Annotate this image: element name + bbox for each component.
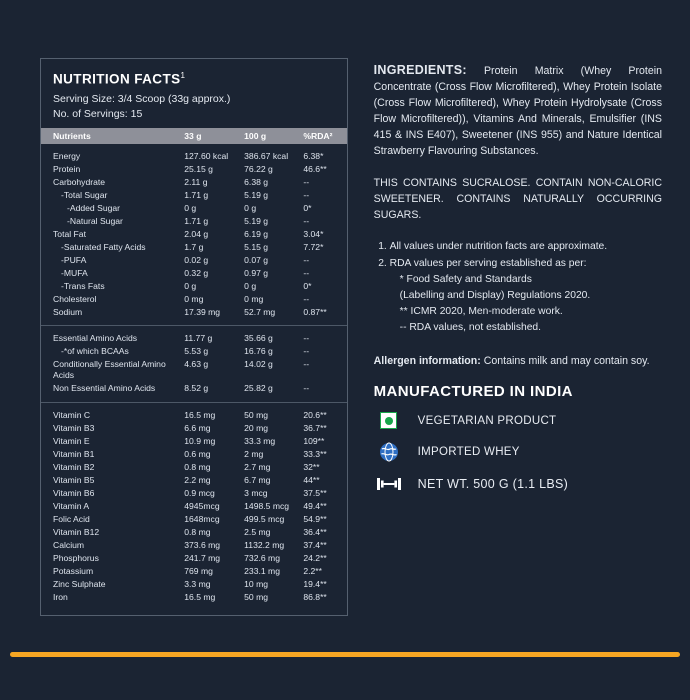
row-33g: 16.5 mg (184, 409, 216, 420)
nutrition-table (41, 128, 347, 604)
row-33g: 3.3 mg (184, 578, 211, 589)
ingredients-text: Protein Matrix (Whey Protein Concentrate (Cross Flow Microfiltered), Whey Protein Isolate (Cross Flow Microfiltered), Whey Protein Hydrolysate (Cross Flow Microfiltered)), Vitamins And Minerals, Emulsifier (INS 415 & INS E407), Sweetener (INS 955) and Nature Identical Strawberry Flavouring Substances. (373, 65, 662, 157)
table-row (41, 591, 347, 604)
row-33g: 4.63 g (184, 359, 209, 369)
table-row (41, 241, 347, 254)
table-row (41, 267, 347, 280)
row-33g: 8.52 g (184, 383, 209, 393)
row-rda: 0* (303, 280, 312, 291)
nutrition-table-body (41, 144, 347, 604)
row-33g: 0.8 mg (184, 526, 211, 537)
row-100g: 20 mg (244, 422, 269, 433)
row-rda: 49.4** (303, 500, 327, 511)
row-label: Conditionally Essential Amino Acids (53, 359, 166, 380)
row-label: Zinc Sulphate (53, 578, 106, 589)
row-100g: 5.15 g (244, 241, 269, 252)
allergen-information (374, 353, 662, 369)
contains-statement: THIS CONTAINS SUCRALOSE. CONTAIN NON-CALORIC SWEETENER. CONTAINS NATURALLY OCCURRING SUGARS. (373, 177, 662, 221)
row-100g: 6.7 mg (244, 474, 271, 485)
table-row (41, 513, 347, 526)
table-row (41, 306, 347, 319)
spacer (374, 337, 662, 353)
row-label: -Saturated Fatty Acids (61, 241, 146, 252)
footnotes-list (374, 239, 662, 336)
row-label: Phosphorus (53, 552, 99, 563)
row-100g: 6.19 g (244, 228, 269, 239)
table-row (41, 189, 347, 202)
row-rda: 44** (303, 474, 320, 485)
row-label: Vitamin B12 (53, 526, 100, 537)
allergen-text: Contains milk and may contain soy. (480, 355, 650, 367)
badge-label-vegetarian: VEGETARIAN PRODUCT (417, 414, 557, 427)
row-rda: -- (303, 267, 310, 278)
table-row (41, 500, 347, 513)
row-label: -PUFA (61, 254, 87, 265)
table-row (41, 332, 347, 345)
row-label: Vitamin C (53, 409, 91, 420)
ingredients-block (374, 62, 662, 159)
row-33g: 1.71 g (184, 215, 209, 226)
row-label: Cholesterol (53, 293, 97, 304)
column-header-rda: %RDA² (303, 128, 346, 144)
row-rda: 7.72* (303, 241, 324, 252)
row-rda: -- (303, 189, 310, 200)
row-100g: 35.66 g (244, 333, 273, 343)
row-rda: 20.6** (303, 409, 327, 420)
row-33g: 5.53 g (184, 346, 209, 356)
row-100g: 2.5 mg (244, 526, 271, 537)
row-rda: -- (303, 293, 310, 304)
footnote-item (390, 256, 662, 336)
badge-imported-whey (374, 442, 662, 462)
row-33g: 2.04 g (184, 228, 209, 239)
row-rda: 86.8** (303, 591, 327, 602)
row-label: Calcium (53, 539, 85, 550)
row-rda: 37.5** (303, 487, 327, 498)
row-label: Iron (53, 591, 68, 602)
row-100g: 386.67 kcal (244, 150, 289, 161)
nutrition-facts-title-text: NUTRITION FACTS (53, 71, 181, 87)
row-100g: 0 g (244, 280, 257, 291)
table-row (41, 578, 347, 591)
row-rda: -- (303, 346, 310, 356)
spacer (41, 395, 347, 402)
table-row (41, 435, 347, 448)
table-row (41, 526, 347, 539)
row-33g: 0.32 g (184, 267, 209, 278)
row-33g: 10.9 mg (184, 435, 216, 446)
row-33g: 6.6 mg (184, 422, 211, 433)
row-100g: 5.19 g (244, 189, 269, 200)
badge-label-imported-whey: IMPORTED WHEY (417, 446, 520, 458)
table-row (41, 487, 347, 500)
row-33g: 2.2 mg (184, 474, 211, 485)
badge-vegetarian (374, 412, 662, 429)
nutrition-facts-panel (40, 58, 348, 616)
row-label: Vitamin B3 (53, 422, 95, 433)
row-rda: -- (303, 215, 310, 226)
table-row (41, 474, 347, 487)
row-rda: 3.04* (303, 228, 324, 239)
row-rda: 46.6** (303, 163, 327, 174)
row-100g: 0 mg (244, 293, 264, 304)
row-33g: 17.39 mg (184, 306, 221, 317)
allergen-label: Allergen information: (373, 355, 481, 367)
badge-net-weight (374, 475, 662, 493)
badge-label-net-weight: NET WT. 500 G (1.1 LBS) (417, 477, 569, 491)
row-rda: 24.2** (303, 552, 327, 563)
spacer (374, 159, 662, 175)
row-100g: 50 mg (244, 409, 269, 420)
row-label: Potassium (53, 565, 94, 576)
row-rda: -- (303, 359, 310, 369)
row-33g: 0.6 mg (184, 448, 211, 459)
row-rda: 33.3** (303, 448, 327, 459)
row-33g: 1.7 g (184, 241, 204, 252)
column-header-33g: 33 g (184, 128, 244, 144)
row-rda: 109** (303, 435, 325, 446)
row-label: Carbohydrate (53, 176, 106, 187)
table-row (41, 228, 347, 241)
column-header-nutrients: Nutrients (41, 128, 184, 144)
manufactured-in-india-heading: MANUFACTURED IN INDIA (373, 383, 573, 400)
table-row (41, 163, 347, 176)
row-33g: 25.15 g (184, 163, 213, 174)
row-100g: 10 mg (244, 578, 269, 589)
table-row (41, 382, 347, 395)
table-row (41, 254, 347, 267)
table-row (41, 293, 347, 306)
footnote-item-text: RDA values per serving established as per: (389, 258, 587, 269)
table-row (41, 422, 347, 435)
row-33g: 2.11 g (184, 176, 208, 187)
serving-info (41, 92, 347, 121)
row-33g: 4945mcg (184, 500, 220, 511)
row-33g: 0.8 mg (184, 461, 211, 472)
right-column (374, 58, 662, 700)
row-label: Vitamin B5 (53, 474, 95, 485)
row-100g: 1498.5 mcg (244, 500, 290, 511)
row-label: -Added Sugar (67, 202, 121, 213)
row-33g: 0 g (184, 202, 197, 213)
row-100g: 1132.2 mg (244, 539, 285, 550)
row-33g: 0.9 mcg (184, 487, 215, 498)
row-33g: 0 g (184, 280, 197, 291)
row-rda: 36.4** (303, 526, 327, 537)
table-row (41, 358, 347, 382)
row-100g: 0 g (244, 202, 257, 213)
row-rda: 0.87** (303, 306, 327, 317)
row-33g: 16.5 mg (184, 591, 216, 602)
row-rda: 19.4** (303, 578, 327, 589)
spacer (41, 319, 347, 326)
table-row (41, 202, 347, 215)
serving-size: Serving Size: 3/4 Scoop (33g approx.) (53, 92, 231, 105)
column-header-100g: 100 g (244, 128, 303, 144)
nutrition-facts-title-superscript: 1 (180, 71, 186, 80)
row-label: -MUFA (61, 267, 88, 278)
row-100g: 499.5 mcg (244, 513, 285, 524)
row-rda: -- (303, 176, 310, 187)
row-100g: 5.19 g (244, 215, 269, 226)
row-100g: 16.76 g (244, 346, 273, 356)
row-33g: 241.7 mg (184, 552, 221, 563)
table-row (41, 448, 347, 461)
row-100g: 732.6 mg (244, 552, 280, 563)
bottom-accent-strip (0, 652, 690, 700)
row-33g: 0.02 g (184, 254, 209, 265)
table-row (41, 345, 347, 358)
row-100g: 2 mg (244, 448, 264, 459)
row-33g: 373.6 mg (184, 539, 221, 550)
table-row (41, 565, 347, 578)
spacer (374, 223, 662, 239)
row-label: Vitamin E (53, 435, 90, 446)
row-33g: 1648mcg (184, 513, 220, 524)
row-33g: 769 mg (184, 565, 213, 576)
table-row (41, 280, 347, 293)
globe-icon (374, 442, 404, 462)
row-label: -Total Sugar (61, 189, 108, 200)
footnote-sub: -- RDA values, not established. (399, 322, 542, 333)
row-rda: 36.7** (303, 422, 327, 433)
row-rda: 32** (303, 461, 320, 472)
servings-count: No. of Servings: 15 (53, 107, 143, 120)
row-33g: 0 mg (184, 293, 204, 304)
row-rda: 0* (303, 202, 312, 213)
veg-mark-icon (374, 412, 404, 429)
ingredients-heading: INGREDIENTS: (373, 63, 467, 77)
nutrition-table-header-row (41, 128, 347, 144)
row-100g: 233.1 mg (244, 565, 280, 576)
row-label: Vitamin B2 (53, 461, 95, 472)
row-100g: 50 mg (244, 591, 269, 602)
row-100g: 0.07 g (244, 254, 269, 265)
row-rda: 6.38* (303, 150, 324, 161)
table-row (41, 552, 347, 565)
nutrition-facts-title (41, 69, 347, 92)
row-100g: 76.22 g (244, 163, 273, 174)
row-100g: 52.7 mg (244, 306, 276, 317)
table-row (41, 409, 347, 422)
row-label: Total Fat (53, 228, 86, 239)
row-label: -Trans Fats (61, 280, 105, 291)
table-row (41, 215, 347, 228)
table-row (41, 176, 347, 189)
row-rda: -- (303, 333, 310, 343)
row-label: Energy (53, 150, 81, 161)
row-100g: 33.3 mg (244, 435, 276, 446)
row-label: Folic Acid (53, 513, 90, 524)
table-row (41, 539, 347, 552)
row-33g: 127.60 kcal (184, 150, 229, 161)
row-100g: 0.97 g (244, 267, 269, 278)
row-rda: 54.9** (303, 513, 327, 524)
row-100g: 6.38 g (244, 176, 269, 187)
row-label: Vitamin B1 (53, 448, 95, 459)
row-100g: 14.02 g (244, 359, 273, 369)
row-100g: 3 mcg (244, 487, 268, 498)
footnote-item: 1. All values under nutrition facts are approximate. (390, 239, 662, 255)
row-label: Sodium (53, 306, 83, 317)
row-100g: 2.7 mg (244, 461, 271, 472)
dumbbell-icon (374, 475, 404, 493)
row-rda: 2.2** (303, 565, 322, 576)
row-label: -*of which BCAAs (61, 346, 129, 356)
row-rda: -- (303, 254, 310, 265)
table-row (41, 150, 347, 163)
row-33g: 11.77 g (184, 333, 213, 343)
veg-mark-square (380, 412, 397, 429)
row-label: Protein (53, 163, 81, 174)
table-row (41, 461, 347, 474)
row-label: Essential Amino Acids (53, 333, 138, 343)
row-label: Vitamin A (53, 500, 90, 511)
footnote-sub: * Food Safety and Standards (399, 274, 532, 285)
row-label: -Natural Sugar (67, 215, 123, 226)
footnote-sub: (Labelling and Display) Regulations 2020. (399, 290, 591, 301)
row-rda: 37.4** (303, 539, 327, 550)
row-label: Non Essential Amino Acids (53, 383, 156, 393)
footnote-sub: ** ICMR 2020, Men-moderate work. (399, 306, 563, 317)
row-rda: -- (303, 383, 310, 393)
row-33g: 1.71 g (184, 189, 209, 200)
row-100g: 25.82 g (244, 383, 273, 393)
veg-mark-dot (385, 417, 393, 425)
row-label: Vitamin B6 (53, 487, 95, 498)
